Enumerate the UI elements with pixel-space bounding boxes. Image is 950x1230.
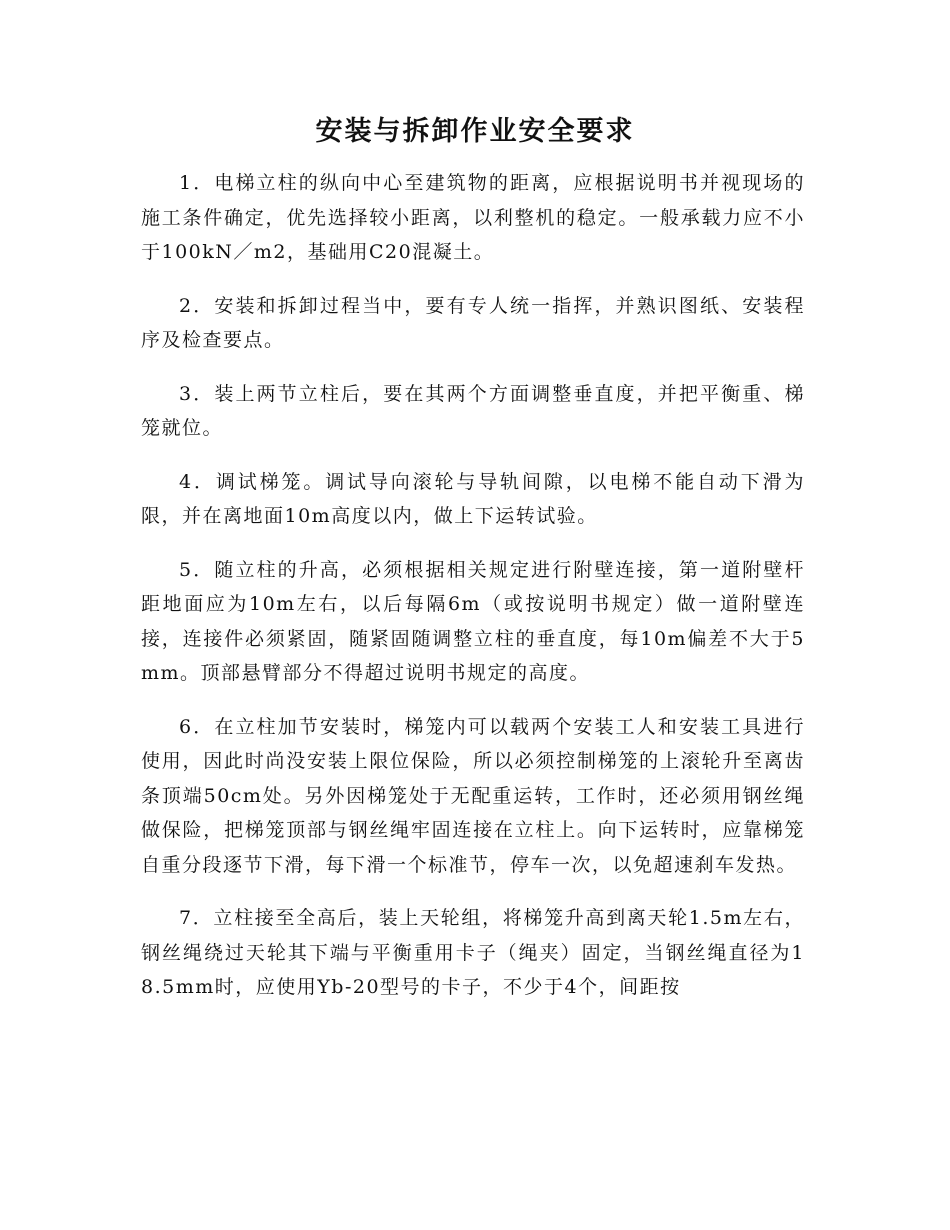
paragraph-3: 3．装上两节立柱后，要在其两个方面调整垂直度，并把平衡重、梯笼就位。 — [141, 382, 805, 439]
page-title: 安装与拆卸作业安全要求 — [315, 116, 635, 147]
paragraph-6: 6．在立柱加节安装时，梯笼内可以载两个安装工人和安装工具进行使用，因此时尚没安装上限位保险，所以必须控制梯笼的上滚轮升至离齿条顶端50cm处。另外因梯笼处于无配重运转，工作时，还必须用钢丝绳做保险，把梯笼顶部与钢丝绳牢固连接在立柱上。向下运转时，应靠梯笼自重分段逐节下滑，每下滑一个标准节，停车一次，以免超速刹车发热。 — [141, 715, 805, 876]
paragraph-1: 1．电梯立柱的纵向中心至建筑物的距离，应根据说明书并视现场的施工条件确定，优先选择较小距离，以利整机的稳定。一般承载力应不小于100kN／m2，基础用C20混凝土。 — [141, 172, 805, 263]
paragraph-7: 7．立柱接至全高后，装上天轮组，将梯笼升高到离天轮1.5m左右，钢丝绳绕过天轮其下端与平衡重用卡子（绳夹）固定，当钢丝绳直径为18.5mm时，应使用Yb-20型号的卡子，不少于4个，间距按 — [141, 907, 805, 998]
paragraph-5: 5．随立柱的升高，必须根据相关规定进行附壁连接，第一道附壁杆距地面应为10m左右，以后每隔6m（或按说明书规定）做一道附壁连接，连接件必须紧固，随紧固随调整立柱的垂直度，每10m偏差不大于5mm。顶部悬臂部分不得超过说明书规定的高度。 — [141, 558, 805, 684]
paragraph-4: 4．调试梯笼。调试导向滚轮与导轨间隙，以电梯不能自动下滑为限，并在离地面10m高度以内，做上下运转试验。 — [141, 470, 805, 527]
document-body — [141, 166, 805, 1024]
paragraph-2: 2．安装和拆卸过程当中，要有专人统一指挥，并熟识图纸、安装程序及检查要点。 — [141, 294, 805, 351]
